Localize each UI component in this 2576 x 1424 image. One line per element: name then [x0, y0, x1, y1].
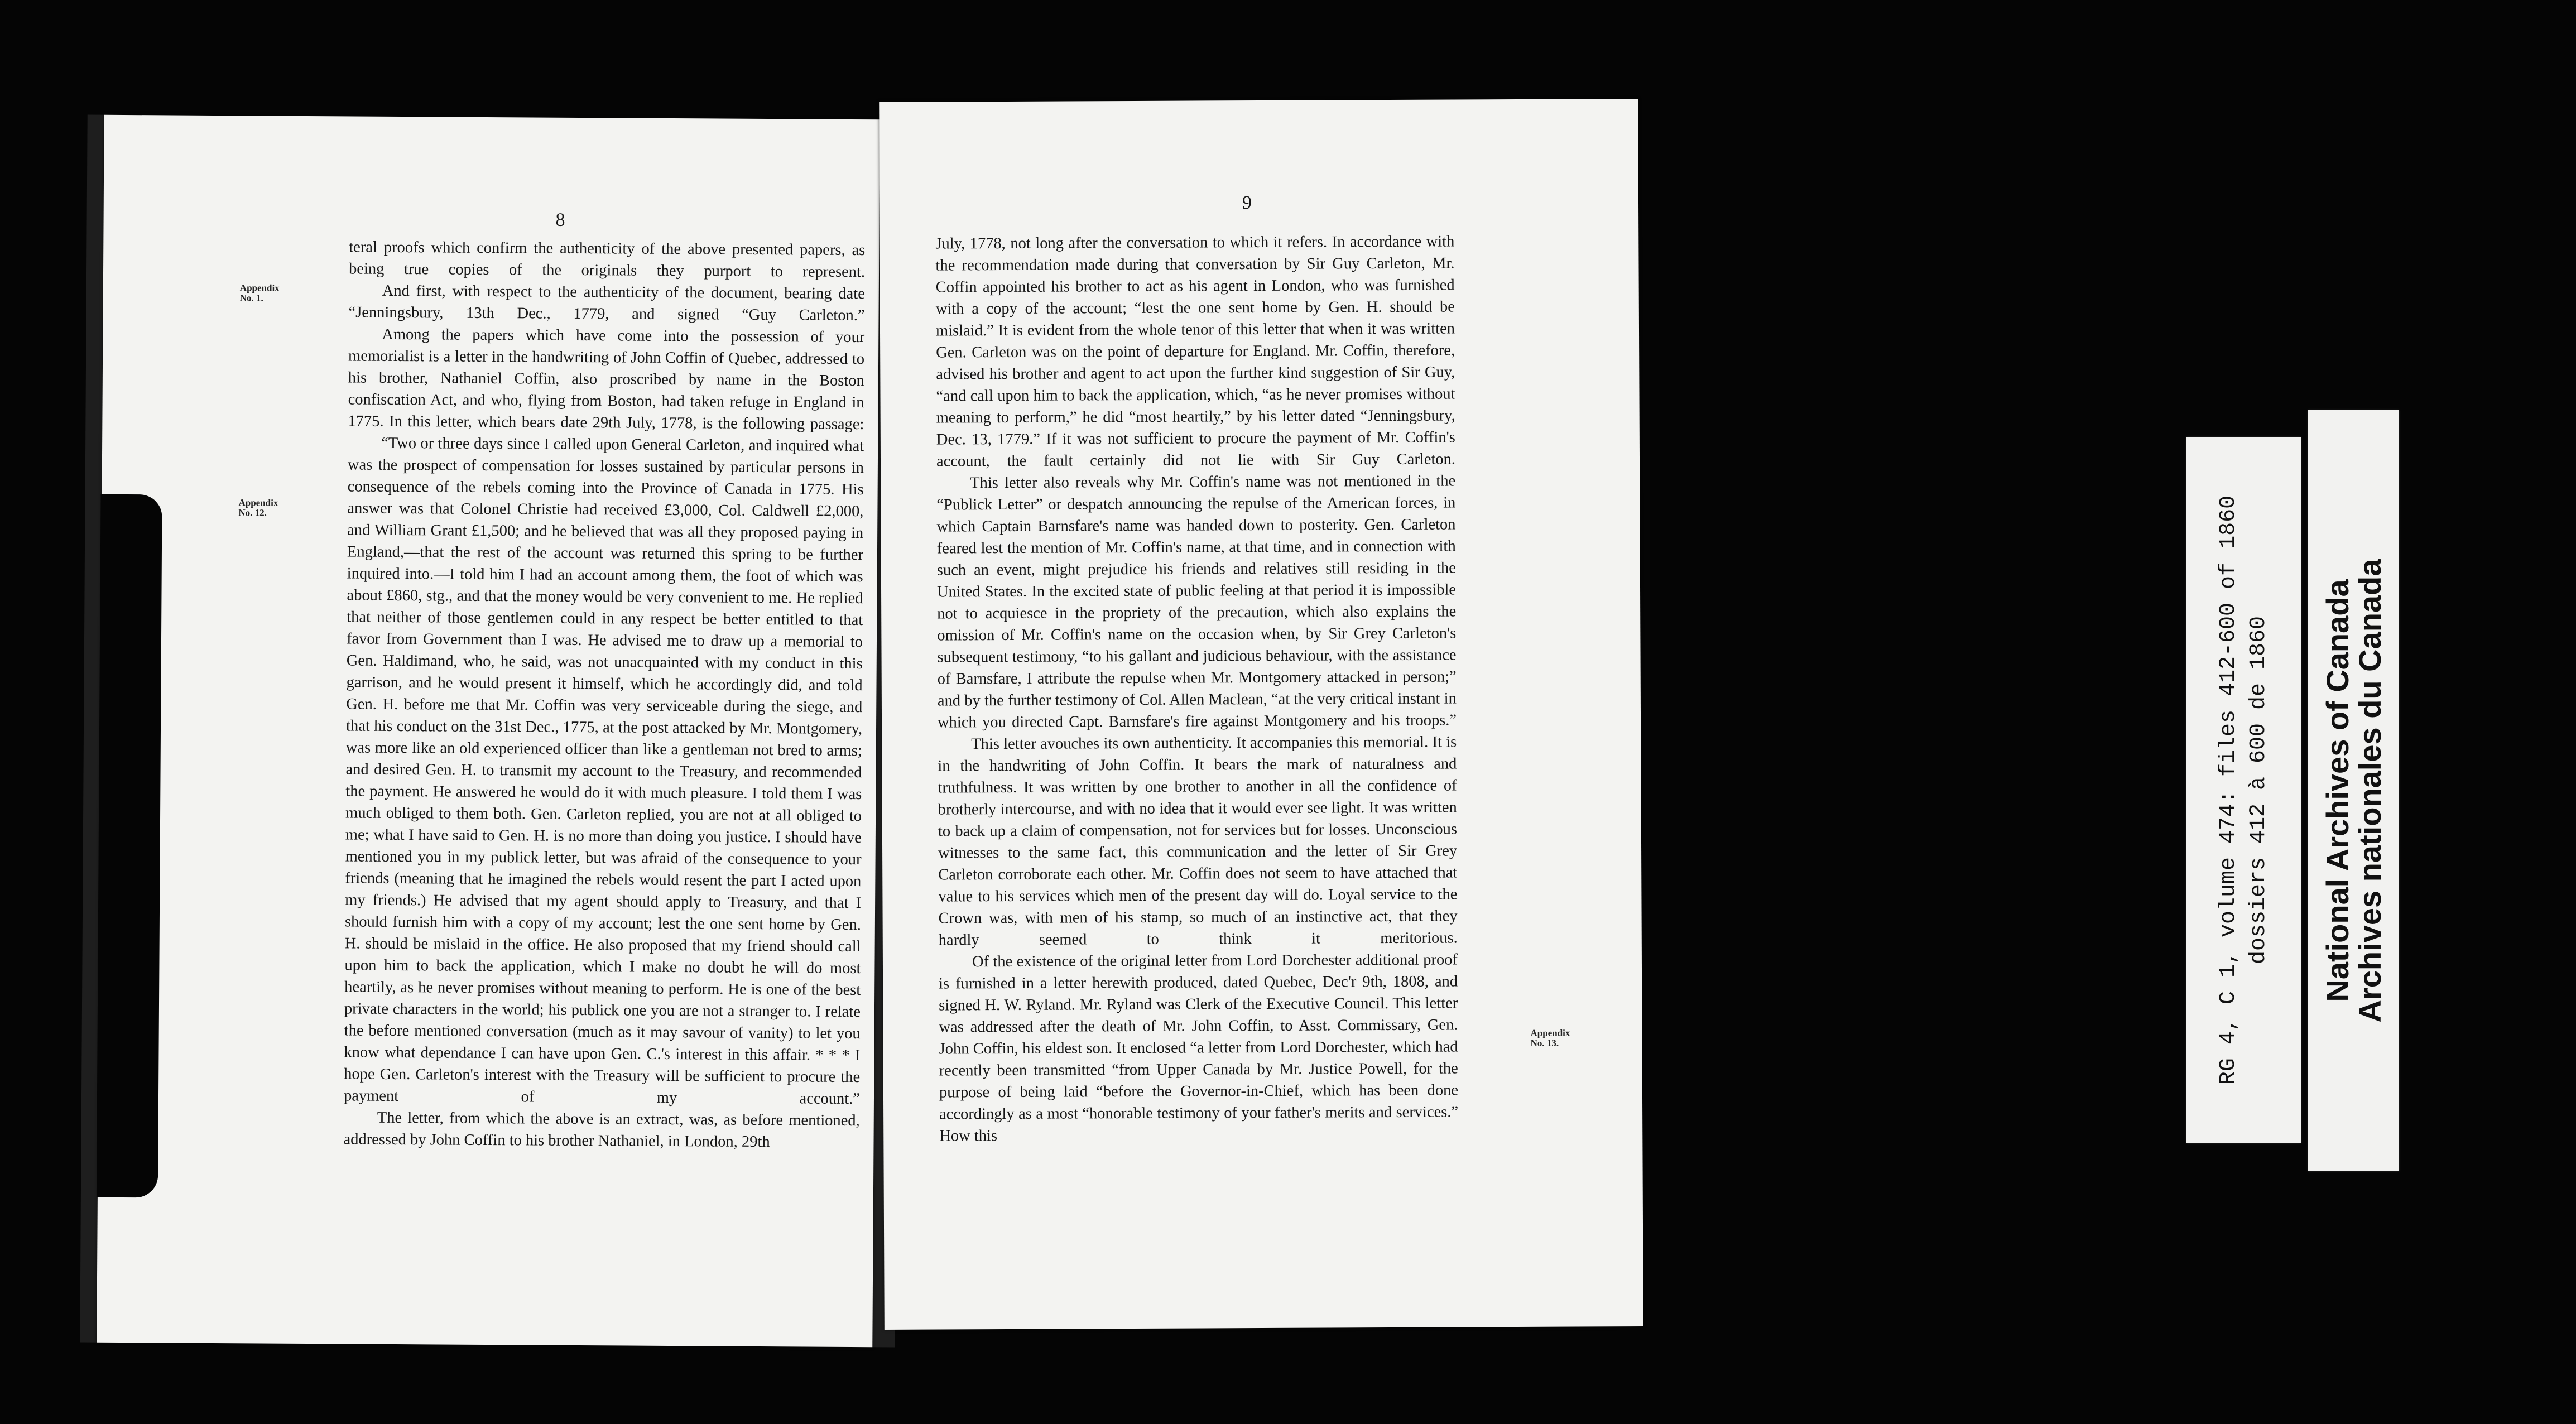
archive-institution-label [2308, 410, 2399, 1171]
paragraph: The letter, from which the above is an extract, was, as before mentioned, addressed by John Coffin to his brother Nathaniel, in London, 29th [343, 1109, 860, 1151]
margin-note-appendix-13: Appendix No. 13. [1530, 1027, 1570, 1048]
paragraph: July, 1778, not long after the conversation to which it refers. In accordance with the recommendation made during that conversation by Sir Guy Carleton, Mr. Coffin appointed his brother to act as his agent in London, who was furnished with a copy of the account; “lest the one sent home by Gen. H. should be mislaid.” It is evident from the whole tenor of this letter that when it was written Gen. Carleton was on the point of departure for England. Mr. Coffin, therefore, advised his brother and agent to act upon the further kind suggestion of Sir Guy, “and call upon him to back the application, which, “as he never promises without meaning to perform,” he did “most heartily,” by his letter dated “Jenningsbury, Dec. 13, 1779.” If it was not sufficient to procure the payment of Mr. Coffin's account, the fault certainly did not lie with Sir Guy Carleton. [935, 233, 1456, 470]
paragraph: And first, with respect to the authenticity of the document, bearing date “Jenningsbury, 13th Dec., 1779, and signed “Guy Carleton.” [348, 282, 865, 325]
file-reference-label [2186, 437, 2301, 1143]
page-number: 8 [555, 209, 566, 230]
page-number: 9 [1242, 193, 1253, 214]
paragraph: This letter avouches its own authenticity. It accompanies this memorial. It is in the handwriting of John Coffin. It bears the mark of naturalness and truthfulness. It was written by one brother to another in all the confidence of brotherly intercourse, and with no idea that it would ever see light. It was written to back up a claim of compensation, not for services but for losses. Unconscious witnesses to the same fact, this communication and the letter of Sir Grey Carleton corroborate each other. Mr. Coffin does not seem to have attached that value to his services which men of the present day will do. Loyal service to the Crown was, with men of his stamp, so much of an instinctive act, that they hardly seemed to think it meritorious. [938, 733, 1458, 949]
left-page-body [343, 236, 865, 1153]
thumb-tab-notch [97, 494, 162, 1198]
right-page [879, 99, 1643, 1330]
open-book-spread [84, 100, 1635, 1345]
right-page-body [935, 230, 1458, 1147]
margin-note-appendix-1: Appendix No. 1. [239, 282, 280, 304]
institution-name-text: National Archives of Canada Archives nationales du Canada [2319, 559, 2387, 1023]
paragraph: Of the existence of the original letter from Lord Dorchester additional proof is furnished in a letter herewith produced, dated Quebec, Dec'r 9th, 1808, and signed H. W. Ryland. Mr. Ryland was Clerk of the Executive Council. This letter was addressed after the death of Mr. John Coffin, to Asst. Commissary, Gen. John Coffin, his eldest son. It enclosed “a letter from Lord Dorchester, which had recently been transmitted “from Upper Canada by Mr. Justice Powell, for the purpose of being laid “before the Governor-in-Chief, which has been done accordingly as a most “honorable testimony of your father's merits and services.” How this [939, 951, 1459, 1145]
file-reference-text: RG 4, C 1, volume 474: files 412-600 of 1860 dossiers 412 à 600 de 1860 [2215, 495, 2271, 1085]
paragraph: Among the papers which have come into the possession of your memorialist is a letter in the handwriting of John Coffin of Quebec, addressed to his brother, Nathaniel Coffin, also proscribed by name in the Boston confiscation Act, and who, flying from Boston, had taken refuge in England in 1775. In this letter, which bears date 29th July, 1778, is the following passage: [348, 325, 865, 434]
paragraph: teral proofs which confirm the authenticity of the above presented papers, as being true copies of the originals they purport to represent. [348, 238, 866, 281]
quoted-letter: “Two or three days since I called upon General Carleton, and inquired what was the prospect of compensation for losses sustained by particular persons in consequence of the rebels coming into the Province of Canada in 1775. His answer was that Colonel Christie had received £3,000, Col. Caldwell £2,000, and William Grant £1,500; and he believed that was all they proposed paying in England,—that the rest of the account was returned this spring to be further inquired into.—I told him I had an account among them, the foot of which was about £860, stg., and that the money would be very convenient to me. He replied that neither of those gentlemen could in any respect be better entitled to that favor from Government than I was. He advised me to draw up a memorial to Gen. Haldimand, who, he said, was not unacquainted with my conduct in this garrison, and he would present it himself, which he accordingly did, and told Gen. H. before me that Mr. Coffin was very serviceable during the siege, and that his conduct on the 31st Dec., 1775, at the post attacked by Mr. Montgomery, was more like an old experienced officer than like a gentleman not bred to arms; and desired Gen. H. to transmit my account to the Treasury, and recommended the payment. He answered he would do it with much pleasure. I told them I was much obliged to them both. Gen. Carleton replied, you are not at all obliged to me; what I have said to Gen. H. is no more than doing you justice. I should have mentioned you in my publick letter, but was afraid of the consequence to your friends (meaning that he imagined the rebels would resent the part I acted upon my friends.) He advised that my agent should apply to Treasury, and that I should furnish him with a copy of my account; lest the one sent home by Gen. H. should be mislaid in the office. He also proposed that my friend should call upon him to back the application, which I make no doubt he will do most heartily, as he never promises without meaning to perform. He is one of the best private characters in the world; his publick one you are not a stranger to. I relate the before mentioned conversation (much as it may savour of vanity) to let you know what dependance I can have upon Gen. C.'s interest in this affair. * * * I hope Gen. Carleton's interest with the Treasury will be sufficient to procure the payment of my account.” [343, 434, 864, 1108]
margin-note-appendix-12: Appendix No. 12. [238, 497, 278, 518]
left-page [97, 115, 880, 1347]
paragraph: This letter also reveals why Mr. Coffin's name was not mentioned in the “Publick Letter” or despatch announcing the repulse of the American forces, in which Captain Barnsfare's name was handed down to posterity. Gen. Carleton feared lest the mention of Mr. Coffin's name, at that time, and in connection with such an event, might prejudice his friends and relatives still residing in the United States. In the excited state of public feeling at that period it is impossible not to acquiesce in the propriety of the precaution, which also explains the omission of Mr. Coffin's name on the occasion when, by Sir Grey Carleton's subsequent testimony, “to his gallant and judicious behaviour, with the assistance of Barnsfare, I attribute the repulse when Mr. Montgomery attacked in person;” and by the further testimony of Col. Allen Maclean, “at the very critical instant in which you directed Capt. Barnsfare's fire against Montgomery and his troops.” [936, 472, 1457, 732]
